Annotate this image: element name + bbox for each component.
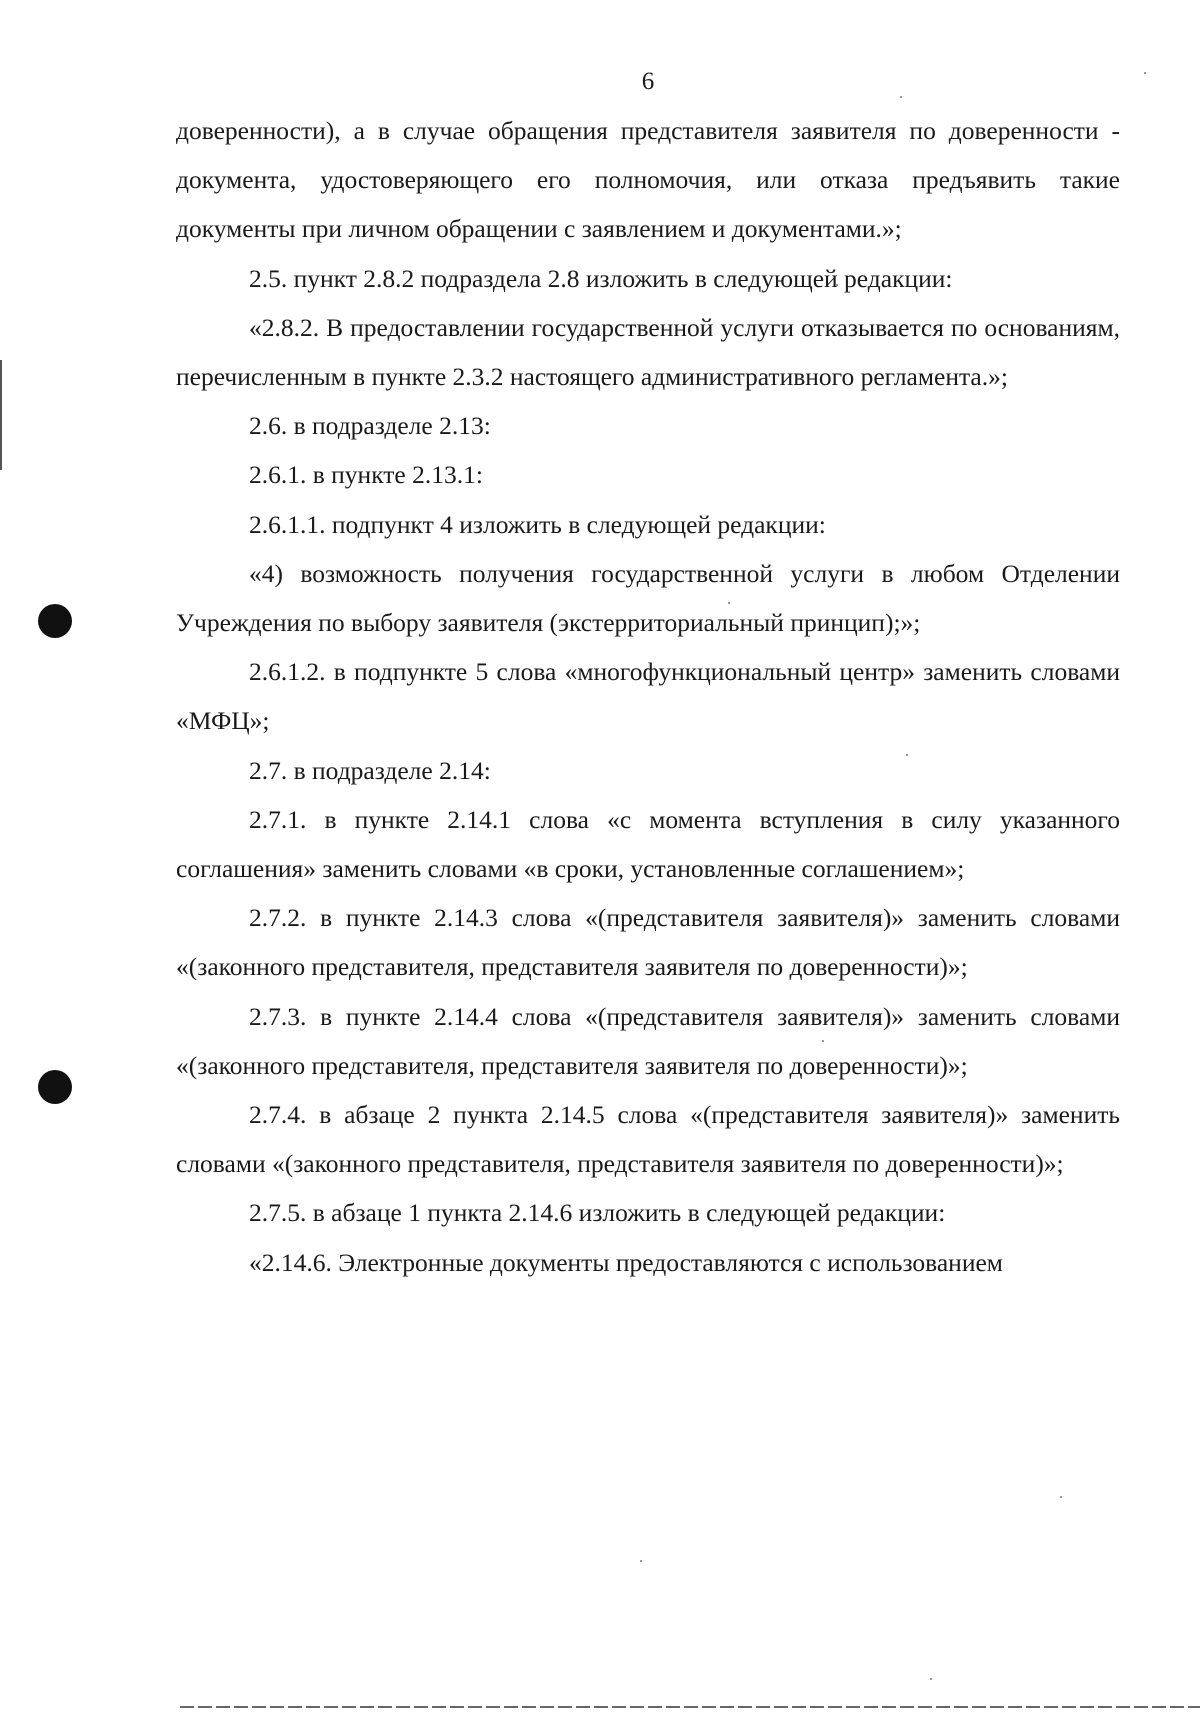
page-number: 6	[641, 68, 655, 95]
paragraph: 2.7.1. в пункте 2.14.1 слова «с момента вступления в силу указанного соглашения» заменить словами «в сроки, установленные соглашением»;	[176, 804, 1120, 884]
paragraph: 2.6.1. в пункте 2.13.1:	[249, 460, 483, 490]
paragraph: 2.7. в подразделе 2.14:	[249, 755, 491, 785]
paragraph: 2.7.2. в пункте 2.14.3 слова «(представителя заявителя)» заменить словами «(законного представителя, представителя заявителя по доверенности)»;	[176, 903, 1120, 982]
paragraph: «4) возможность получения государственной услуги в любом Отделении Учреждения по выбору заявителя (экстерриториальный принцип);»;	[176, 558, 1120, 638]
paragraph: 2.6.1.1. подпункт 4 изложить в следующей редакции:	[249, 509, 826, 539]
scan-bottom-edge	[180, 1706, 1200, 1708]
paragraph: 2.7.3. в пункте 2.14.4 слова «(представителя заявителя)» заменить словами «(законного представителя, представителя заявителя по доверенности)»;	[176, 1001, 1120, 1080]
scan-speck	[1060, 1496, 1062, 1498]
paragraph: 2.6.1.2. в подпункте 5 слова «многофункциональный центр» заменить словами «МФЦ»;	[176, 657, 1120, 736]
paragraph: 2.7.5. в абзаце 1 пункта 2.14.6 изложить в следующей редакции:	[249, 1198, 946, 1228]
paragraph: 2.6. в подразделе 2.13:	[249, 411, 491, 441]
scan-speck	[640, 1560, 642, 1562]
punch-hole	[38, 604, 72, 638]
paragraph: доверенности), а в случае обращения представителя заявителя по доверенности - документа, удостоверяющего его полномочия, или отказа предъявить такие документы при личном обращении с заявлением и документами.»;	[176, 116, 1120, 244]
scan-speck	[930, 1678, 932, 1680]
paragraph: 2.5. пункт 2.8.2 подраздела 2.8 изложить в следующей редакции:	[249, 263, 953, 293]
paragraph: «2.14.6. Электронные документы предоставляются с использованием	[249, 1247, 1003, 1277]
punch-hole	[38, 1070, 72, 1104]
scan-edge-mark	[0, 360, 2, 470]
scan-speck	[900, 96, 902, 98]
document-body	[176, 106, 1120, 1287]
paragraph: 2.7.4. в абзаце 2 пункта 2.14.5 слова «(представителя заявителя)» заменить словами «(законного представителя, представителя заявителя по доверенности)»;	[176, 1100, 1120, 1179]
paragraph: «2.8.2. В предоставлении государственной услуги отказывается по основаниям, перечисленным в пункте 2.3.2 настоящего административного регламента.»;	[176, 312, 1120, 392]
